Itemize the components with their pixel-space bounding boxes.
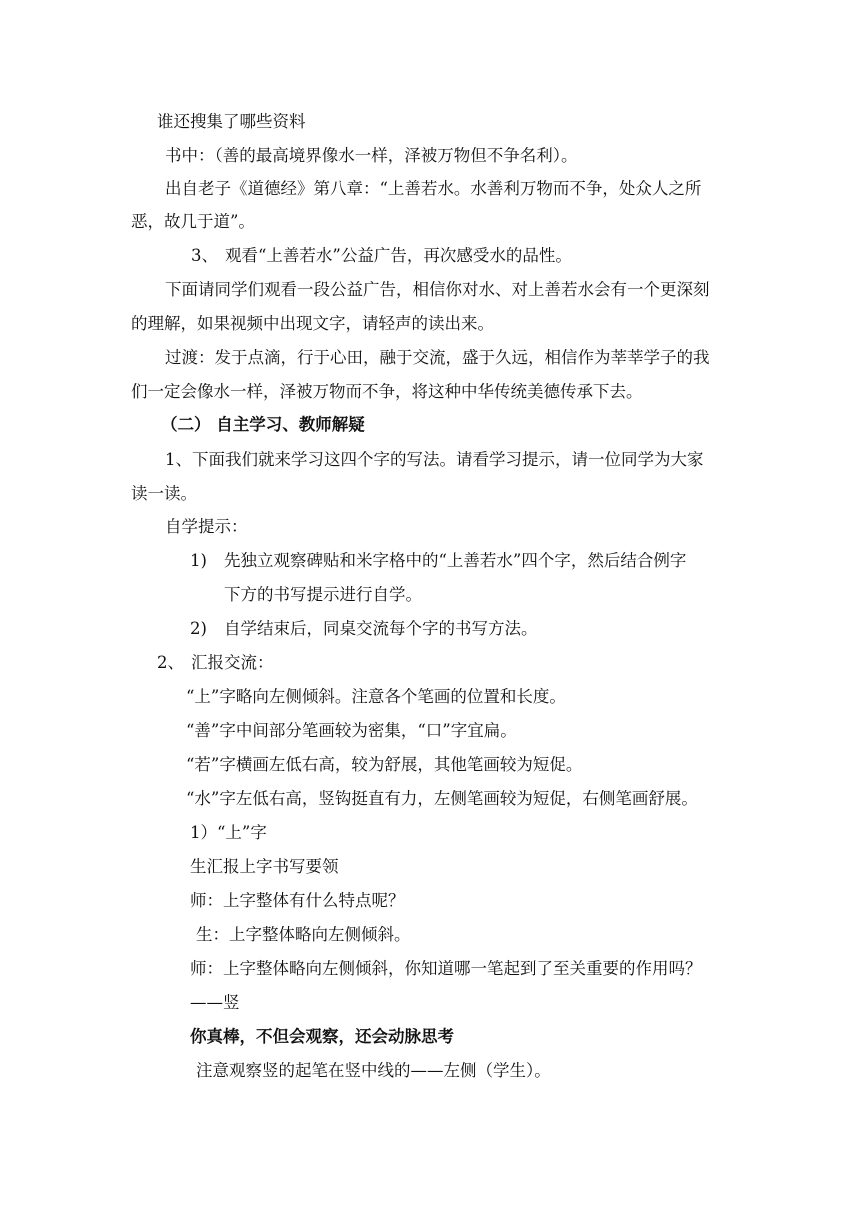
text-line: ——竖 <box>190 993 240 1012</box>
list-text: 先独立观察碑贴和米字格中的“上善若水”四个字，然后结合例字 <box>224 551 687 570</box>
text-line: “若”字横画左低右高，较为舒展，其他笔画较为短促。 <box>186 755 583 774</box>
list-item <box>190 621 538 638</box>
section-heading: （二） 自主学习、教师解疑 <box>161 415 365 434</box>
list-item <box>157 655 274 672</box>
text-line: 们一定会像水一样，泽被万物而不争，将这种中华传统美德传承下去。 <box>131 382 643 401</box>
list-item <box>191 248 572 265</box>
text-line: 注意观察竖的起笔在竖中线的——左侧（学生）。 <box>196 1061 551 1080</box>
list-number: 3、 <box>191 246 218 265</box>
text-line: 1、下面我们就来学习这四个字的写法。请看学习提示，请一位同学为大家 <box>165 450 704 469</box>
text-line: 书中：（善的最高境界像水一样，泽被万物但不争名利）。 <box>165 146 578 165</box>
text-line: “上”字略向左侧倾斜。注意各个笔画的位置和长度。 <box>186 687 566 706</box>
text-line: 过渡：发于点滴，行于心田，融于交流，盛于久远，相信作为莘莘学子的我 <box>165 348 710 367</box>
text-line: 自学提示： <box>165 517 248 536</box>
list-item <box>190 553 686 570</box>
text-line: 恶，故几于道”。 <box>131 212 255 231</box>
emphasis-line: 你真棒，不但会观察，还会动脉思考 <box>190 1027 454 1046</box>
text-line: 师：上字整体有什么特点呢？ <box>190 891 405 910</box>
text-line: 下方的书写提示进行自学。 <box>224 585 422 604</box>
text-line: 下面请同学们观看一段公益广告，相信你对水、对上善若水会有一个更深刻 <box>165 280 710 299</box>
text-line: 谁还搜集了哪些资料 <box>157 112 306 131</box>
list-text: 自学结束后，同桌交流每个字的书写方法。 <box>224 619 538 638</box>
list-text: 汇报交流： <box>191 653 274 672</box>
text-line: 师：上字整体略向左侧倾斜，你知道哪一笔起到了至关重要的作用吗？ <box>190 959 702 978</box>
text-line: 出自老子《道德经》第八章：“上善若水。水善利万物而不争，处众人之所 <box>165 179 702 198</box>
text-line: 的理解，如果视频中出现文字，请轻声的读出来。 <box>131 314 494 333</box>
text-line: “水”字左低右高，竖钩挺直有力，左侧笔画较为短促，右侧笔画舒展。 <box>186 789 698 808</box>
list-number: 1) <box>190 551 207 570</box>
text-line: 生：上字整体略向左侧倾斜。 <box>196 925 411 944</box>
text-line: “善”字中间部分笔画较为密集，“口”字宜扁。 <box>186 721 517 740</box>
list-text: 观看“上善若水”公益广告，再次感受水的品性。 <box>225 246 572 265</box>
list-number: 2、 <box>157 653 184 672</box>
list-number: 2) <box>190 619 207 638</box>
text-line: 生汇报上字书写要领 <box>190 857 339 876</box>
text-line: 1）“上”字 <box>190 823 267 842</box>
text-line: 读一读。 <box>131 484 197 503</box>
